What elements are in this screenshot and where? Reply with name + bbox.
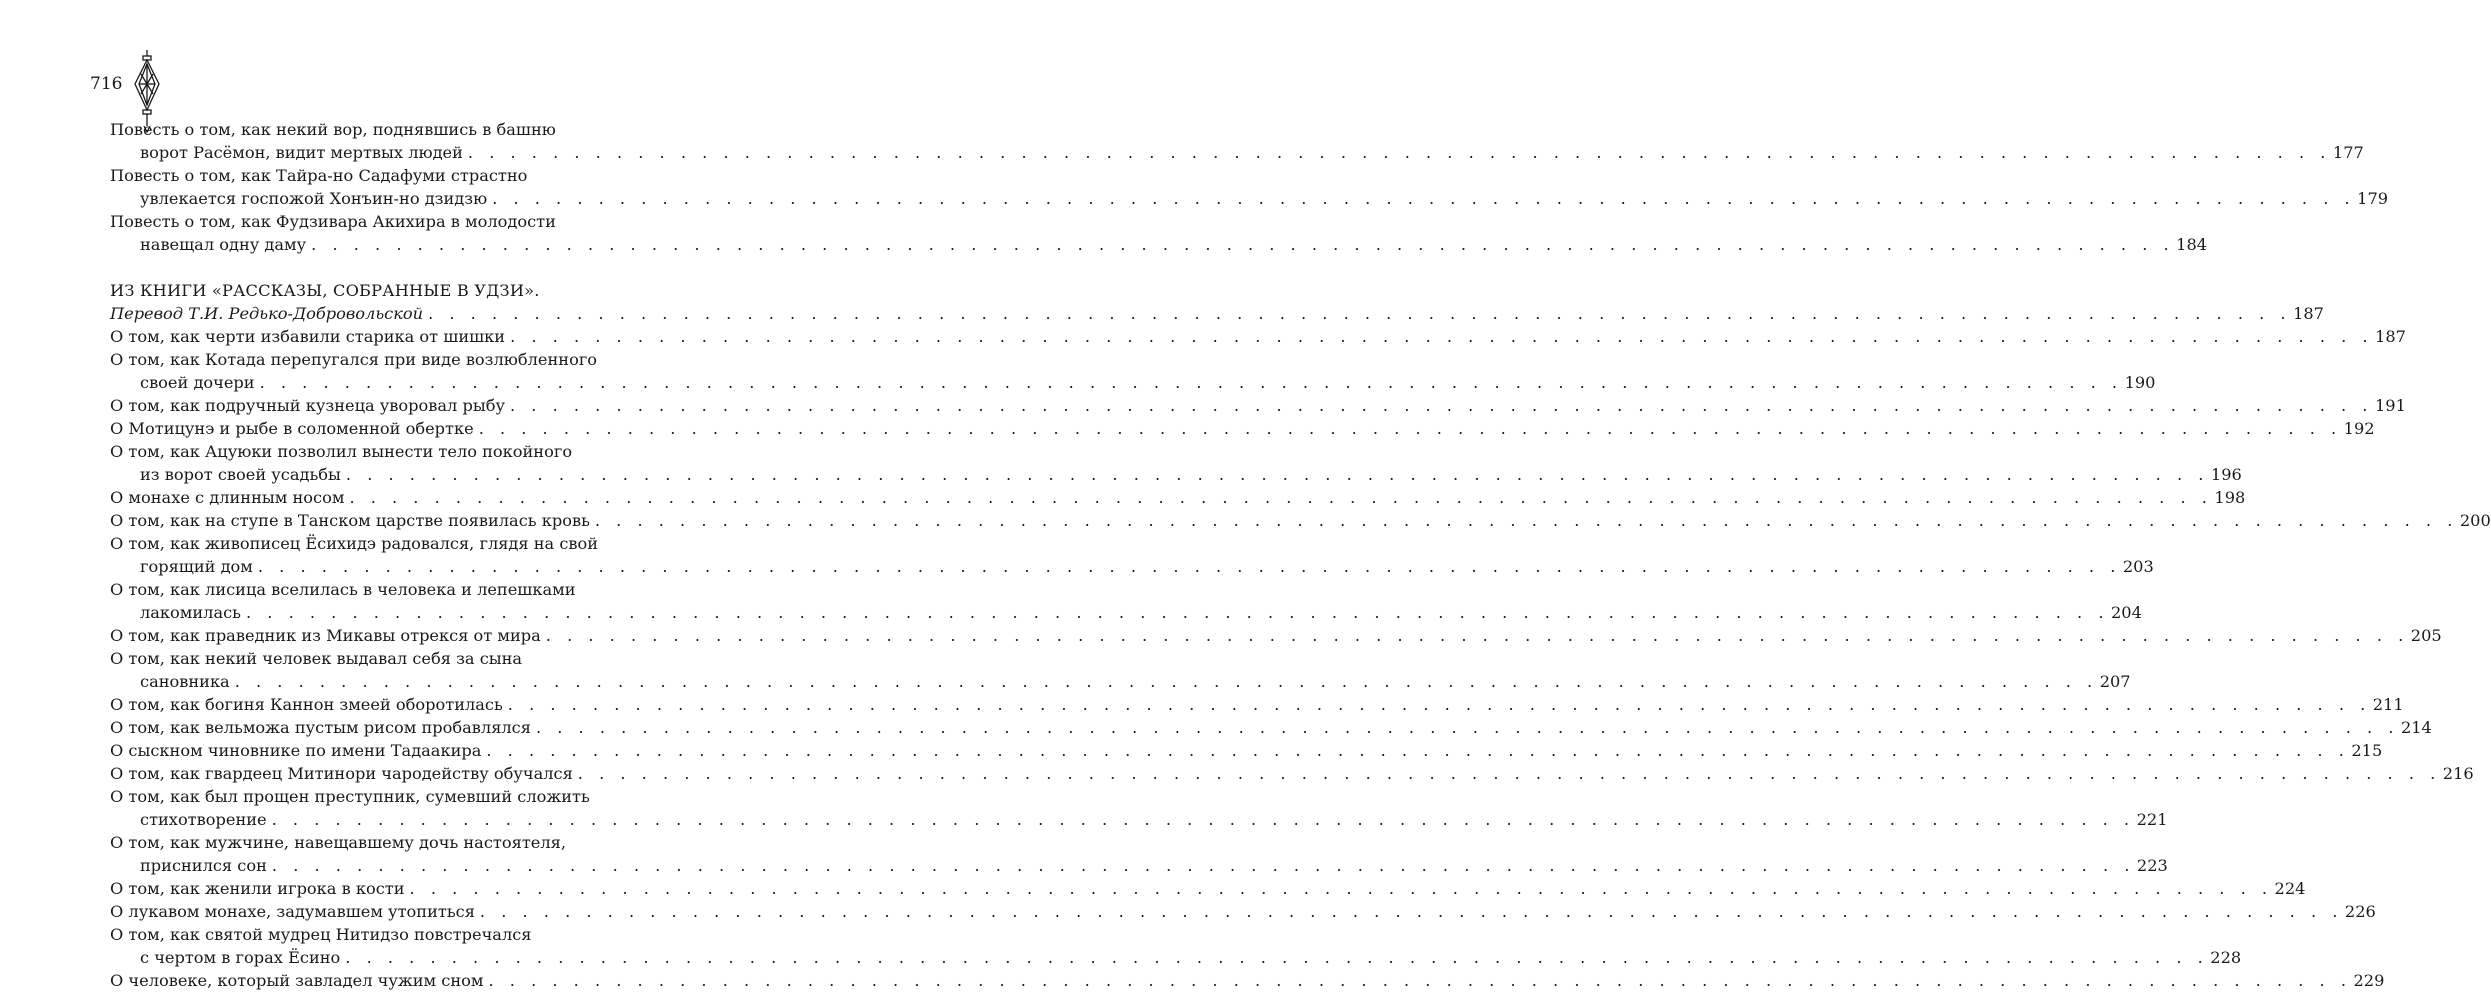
toc-entry	[110, 486, 2246, 509]
toc-entry-leader-line	[110, 486, 2246, 509]
toc-entry	[110, 716, 2432, 739]
toc-entry-line: О том, как был прощен преступник, сумевший сложить	[110, 787, 590, 806]
toc-entry-leader-line	[110, 900, 2376, 923]
toc-entry-page: 229	[2353, 971, 2385, 990]
leader-dots	[267, 808, 2137, 831]
leader-dots	[573, 762, 2443, 785]
toc-entry-text: с чертом в горах Ёсино	[140, 948, 341, 967]
toc-entry	[110, 394, 2406, 417]
toc-entry-text: горящий дом	[140, 557, 253, 576]
toc-entry-text: О лукавом монахе, задумавшем утопиться	[110, 902, 475, 921]
toc-entry-page: 177	[2332, 143, 2364, 162]
toc-entry	[110, 739, 2383, 762]
toc-entry-leader-line	[110, 141, 2364, 164]
page-number: 716	[90, 74, 123, 94]
toc-entry-text: О монахе с длинным носом	[110, 488, 345, 507]
toc-entry-page: 207	[2099, 672, 2131, 691]
toc-entry	[110, 417, 2375, 440]
table-of-contents	[110, 118, 2491, 992]
toc-entry-text: из ворот своей усадьбы	[140, 465, 341, 484]
toc-entry-text: О том, как черти избавили старика от шишки	[110, 327, 506, 346]
toc-entry	[110, 969, 2385, 992]
toc-entry-text: приснился сон	[140, 856, 267, 875]
toc-group-2	[110, 325, 2491, 992]
toc-entry	[110, 210, 2208, 256]
leader-dots	[505, 394, 2375, 417]
toc-entry-page: 204	[2110, 603, 2142, 622]
toc-entry	[110, 831, 2168, 877]
toc-entry-page: 198	[2214, 488, 2246, 507]
toc-entry-text: навещал одну даму	[140, 235, 307, 254]
leader-dots	[423, 302, 2293, 325]
toc-entry-leader-line	[110, 417, 2375, 440]
toc-entry-leader-line	[110, 670, 2131, 693]
toc-entry	[110, 348, 2156, 394]
toc-entry-leader-line	[110, 739, 2383, 762]
toc-entry-leader-line	[110, 371, 2156, 394]
leader-dots	[341, 463, 2211, 486]
toc-entry-page: 215	[2351, 741, 2383, 760]
toc-entry-text: сановника	[140, 672, 230, 691]
toc-entry	[110, 578, 2142, 624]
toc-entry-text: О том, как богиня Каннон змеей оборотилась	[110, 695, 503, 714]
toc-entry-line: О том, как Котада перепугался при виде возлюбленного	[110, 350, 598, 369]
toc-entry-leader-line	[110, 624, 2442, 647]
translator-page: 187	[2293, 304, 2324, 323]
toc-entry-page: 196	[2210, 465, 2242, 484]
leader-dots	[481, 739, 2351, 762]
toc-entry	[110, 762, 2474, 785]
toc-entry-text: лакомилась	[140, 603, 241, 622]
toc-entry-leader-line	[110, 509, 2491, 532]
section-title: ИЗ КНИГИ «РАССКАЗЫ, СОБРАННЫЕ В УДЗИ».	[110, 281, 540, 300]
toc-entry-leader-line	[110, 969, 2385, 992]
toc-entry-page: 179	[2357, 189, 2389, 208]
toc-entry-page: 228	[2210, 948, 2242, 967]
toc-entry-leader-line	[110, 233, 2208, 256]
toc-entry-leader-line	[110, 877, 2306, 900]
leader-dots	[531, 716, 2401, 739]
toc-entry-line: Повесть о том, как некий вор, поднявшись в башню	[110, 120, 556, 139]
leader-dots	[590, 509, 2460, 532]
toc-entry-leader-line	[110, 601, 2142, 624]
toc-entry-page: 211	[2372, 695, 2404, 714]
toc-entry	[110, 509, 2491, 532]
toc-entry-text: О том, как вельможа пустым рисом пробавлялся	[110, 718, 531, 737]
leader-dots	[405, 877, 2275, 900]
toc-entry-page: 190	[2124, 373, 2156, 392]
toc-entry-page: 187	[2375, 327, 2406, 346]
translator-line	[110, 302, 2324, 325]
toc-entry-line: О том, как Ацуюки позволил вынести тело покойного	[110, 442, 573, 461]
toc-entry-text: О том, как праведник из Микавы отрекся от мира	[110, 626, 541, 645]
toc-entry	[110, 923, 2242, 969]
toc-entry-line: О том, как лисица вселилась в человека и лепешками	[110, 580, 576, 599]
toc-entry-text: О том, как гвардеец Митинори чародейству обучался	[110, 764, 573, 783]
toc-entry	[110, 532, 2154, 578]
toc-entry	[110, 164, 2389, 210]
toc-entry-text: О том, как подручный кузнеца уворовал рыбу	[110, 396, 505, 415]
toc-group-1	[110, 118, 2389, 256]
toc-entry	[110, 624, 2442, 647]
leader-dots	[255, 371, 2125, 394]
toc-entry-page: 226	[2344, 902, 2376, 921]
toc-entry	[110, 877, 2306, 900]
leader-dots	[306, 233, 2176, 256]
leader-dots	[344, 486, 2214, 509]
toc-entry-line: О том, как мужчине, навещавшему дочь настоятеля,	[110, 833, 566, 852]
toc-entry-leader-line	[110, 463, 2242, 486]
leader-dots	[463, 141, 2333, 164]
toc-entry-page: 223	[2136, 856, 2168, 875]
leader-dots	[541, 624, 2411, 647]
toc-entry	[110, 693, 2404, 716]
leader-dots	[505, 325, 2375, 348]
toc-entry-line: О том, как живописец Ёсихидэ радовался, глядя на свой	[110, 534, 599, 553]
leader-dots	[484, 969, 2354, 992]
toc-entry-page: 200	[2459, 511, 2491, 530]
toc-entry	[110, 900, 2376, 923]
toc-entry-page: 184	[2176, 235, 2208, 254]
leader-dots	[475, 900, 2345, 923]
leader-dots	[253, 555, 2123, 578]
toc-entry-leader-line	[110, 808, 2168, 831]
leader-dots	[503, 693, 2373, 716]
toc-entry	[110, 325, 2406, 348]
leader-dots	[340, 946, 2210, 969]
toc-entry-leader-line	[110, 555, 2154, 578]
toc-entry-leader-line	[110, 187, 2389, 210]
toc-entry-text: своей дочери	[140, 373, 255, 392]
toc-entry-leader-line	[110, 394, 2406, 417]
toc-entry-line: О том, как некий человек выдавал себя за сына	[110, 649, 523, 668]
toc-entry-leader-line	[110, 762, 2474, 785]
toc-entry-page: 216	[2442, 764, 2474, 783]
leader-dots	[267, 854, 2137, 877]
toc-entry-page: 224	[2274, 879, 2306, 898]
toc-entry-page: 221	[2136, 810, 2168, 829]
leader-dots	[474, 417, 2344, 440]
toc-entry-leader-line	[110, 325, 2406, 348]
toc-entry-line: О том, как святой мудрец Нитидзо повстречался	[110, 925, 532, 944]
toc-entry-page: 205	[2410, 626, 2442, 645]
toc-entry	[110, 647, 2131, 693]
toc-entry-page: 191	[2374, 396, 2406, 415]
toc-entry	[110, 440, 2242, 486]
toc-entry-leader-line	[110, 854, 2168, 877]
leader-dots	[241, 601, 2111, 624]
leader-dots	[487, 187, 2357, 210]
toc-entry-page: 214	[2400, 718, 2432, 737]
toc-entry-page: 192	[2343, 419, 2375, 438]
leader-dots	[230, 670, 2100, 693]
toc-entry-text: увлекается госпожой Хонъин-но дзидзю	[140, 189, 488, 208]
toc-entry	[110, 785, 2168, 831]
toc-entry	[110, 118, 2364, 164]
toc-entry-text: О том, как женили игрока в кости	[110, 879, 405, 898]
toc-entry-leader-line	[110, 716, 2432, 739]
toc-entry-text: О сыскном чиновнике по имени Тадаакира	[110, 741, 482, 760]
toc-entry-leader-line	[110, 946, 2242, 969]
translator-text: Перевод Т.И. Редько-Добровольской	[110, 304, 424, 323]
toc-entry-line: Повесть о том, как Тайра-но Садафуми страстно	[110, 166, 528, 185]
toc-entry-text: ворот Расёмон, видит мертвых людей	[140, 143, 463, 162]
toc-entry-text: О человеке, который завладел чужим сном	[110, 971, 484, 990]
toc-entry-page: 203	[2122, 557, 2154, 576]
toc-entry-text: О Мотицунэ и рыбе в соломенной обертке	[110, 419, 474, 438]
toc-entry-line: Повесть о том, как Фудзивара Акихира в молодости	[110, 212, 556, 231]
toc-entry-text: стихотворение	[140, 810, 267, 829]
toc-entry-text: О том, как на ступе в Танском царстве появилась кровь	[110, 511, 590, 530]
toc-entry-leader-line	[110, 693, 2404, 716]
